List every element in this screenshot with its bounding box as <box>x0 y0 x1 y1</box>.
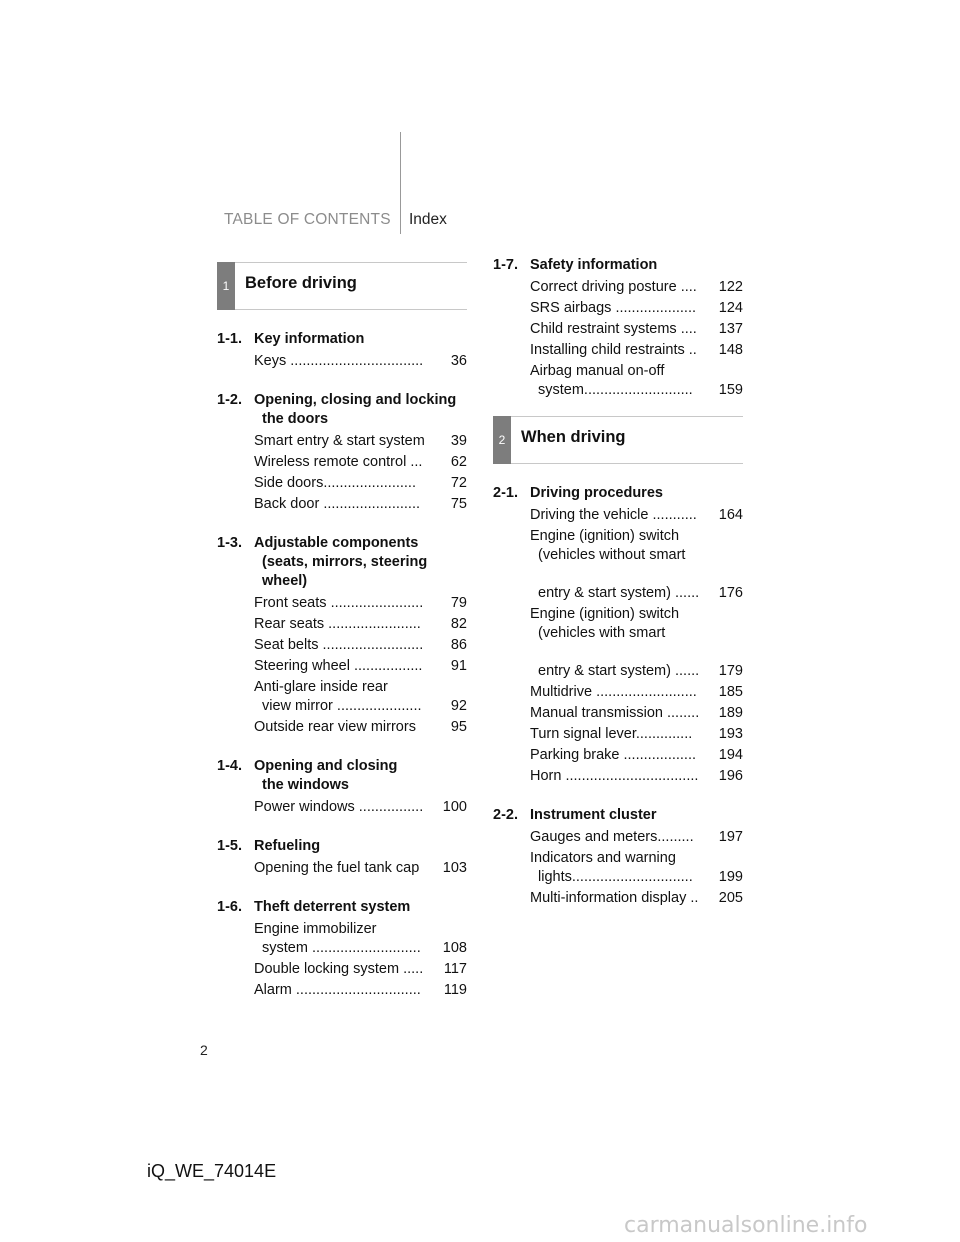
dot-leader: .... <box>680 321 697 337</box>
toc-entry[interactable] <box>217 615 467 634</box>
entry-page-number: 86 <box>450 637 467 653</box>
toc-entry[interactable] <box>493 725 743 744</box>
toc-column-right <box>493 256 743 908</box>
entry-title <box>530 299 715 318</box>
section-number-tab: 2 <box>493 416 511 464</box>
entry-page-number: 39 <box>450 433 467 449</box>
entry-title-line: SRS airbags <box>530 300 616 316</box>
toc-entry[interactable] <box>493 278 743 297</box>
toc-column-left <box>217 262 467 1000</box>
group-title-line: Theft deterrent system <box>254 899 411 915</box>
entry-title-line: Indicators and warning <box>530 850 676 866</box>
entry-page-number: 119 <box>443 982 467 998</box>
dot-leader: ........................... <box>583 382 693 398</box>
toc-entry[interactable] <box>217 432 467 451</box>
toc-entry[interactable] <box>217 453 467 472</box>
dot-leader: ........................... <box>311 940 421 956</box>
group-number: 1-2. <box>217 392 242 408</box>
toc-entry[interactable] <box>217 474 467 493</box>
entry-title-line: entry & start system) <box>538 663 675 679</box>
entry-title <box>254 981 439 1000</box>
dot-leader: ......................... <box>596 684 697 700</box>
dot-leader: ....................... <box>330 595 424 611</box>
entry-title-line: Back door <box>254 496 324 512</box>
table-of-contents-link[interactable]: TABLE OF CONTENTS <box>224 211 391 228</box>
group-title-line: the doors <box>262 411 329 427</box>
entry-title <box>254 453 439 472</box>
entry-title <box>530 849 715 887</box>
entry-title <box>530 506 715 525</box>
dot-leader: ................................. <box>290 353 424 369</box>
group-title-line: Opening and closing <box>254 758 398 774</box>
entry-page-number: 82 <box>450 616 467 632</box>
group-title <box>530 806 743 825</box>
toc-entry[interactable] <box>217 678 467 716</box>
dot-leader: ........... <box>652 507 697 523</box>
group-heading[interactable] <box>493 484 743 503</box>
dot-leader: ................ <box>358 799 424 815</box>
entry-page-number: 103 <box>442 860 467 876</box>
entry-title <box>530 527 715 603</box>
toc-entry[interactable] <box>217 859 467 878</box>
entry-title-line: system <box>262 940 312 956</box>
toc-group <box>493 484 743 786</box>
dot-leader: .... <box>680 279 697 295</box>
entry-title <box>254 352 439 371</box>
entry-title-line: Side doors <box>254 475 324 491</box>
entry-page-number: 193 <box>718 726 743 742</box>
group-heading[interactable] <box>217 391 467 429</box>
entry-page-number: 197 <box>718 829 743 845</box>
entry-title <box>530 683 715 702</box>
entry-title <box>254 960 439 979</box>
toc-entry[interactable] <box>493 746 743 765</box>
entry-title-line: entry & start system) <box>538 585 675 601</box>
header-divider <box>400 132 401 234</box>
entry-page-number: 124 <box>718 300 743 316</box>
toc-entry[interactable] <box>217 798 467 817</box>
entry-title-line: lights <box>538 869 572 885</box>
entry-title-line: Engine (ignition) switch <box>530 528 680 544</box>
toc-group <box>217 534 467 737</box>
entry-title-line: Multi-information display <box>530 890 691 906</box>
entry-title <box>254 432 439 451</box>
entry-title <box>530 767 715 786</box>
dot-leader: .................. <box>623 747 697 763</box>
toc-entry[interactable] <box>493 506 743 525</box>
toc-entry[interactable] <box>217 594 467 613</box>
dot-leader: ...... <box>674 585 700 601</box>
toc-entry[interactable] <box>217 981 467 1000</box>
page-number: 2 <box>200 1042 208 1058</box>
group-title <box>254 330 467 349</box>
entry-page-number: 95 <box>450 719 467 735</box>
group-number: 1-3. <box>217 535 242 551</box>
group-number: 1-6. <box>217 899 242 915</box>
entry-page-number: 199 <box>718 869 743 885</box>
group-title-line: Refueling <box>254 838 321 854</box>
toc-group <box>217 837 467 878</box>
entry-title <box>254 859 439 878</box>
toc-entry[interactable] <box>493 683 743 702</box>
toc-entry[interactable] <box>217 495 467 514</box>
section-number-tab: 1 <box>217 262 235 310</box>
dot-leader: ... <box>410 454 423 470</box>
entry-title <box>254 474 439 493</box>
toc-group <box>217 898 467 1000</box>
entry-title-line: Smart entry & start system <box>254 433 425 449</box>
toc-group <box>217 757 467 817</box>
entry-title <box>254 920 439 958</box>
dot-leader: ......................... <box>322 637 424 653</box>
group-heading[interactable] <box>217 898 467 917</box>
entry-page-number: 164 <box>718 507 743 523</box>
group-title-line: Safety information <box>530 257 658 273</box>
entry-title-line: Power windows <box>254 799 359 815</box>
entry-title-line: Anti-glare inside rear <box>254 679 388 695</box>
entry-title <box>254 594 439 613</box>
entry-title-line: Horn <box>530 768 566 784</box>
entry-title <box>530 341 715 360</box>
entry-title <box>530 889 715 908</box>
entry-title-line: Rear seats <box>254 616 329 632</box>
entry-title <box>530 725 715 744</box>
toc-entry[interactable] <box>493 605 743 681</box>
dot-leader: ....................... <box>323 475 416 491</box>
toc-entry[interactable] <box>493 527 743 603</box>
entry-title-line: Opening the fuel tank cap <box>254 860 420 876</box>
section-header-before-driving[interactable] <box>217 262 467 310</box>
entry-title <box>530 320 715 339</box>
toc-group <box>217 330 467 371</box>
entry-page-number: 176 <box>718 585 743 601</box>
entry-page-number: 148 <box>718 342 743 358</box>
entry-title-line: Wireless remote control <box>254 454 411 470</box>
group-number: 1-7. <box>493 257 518 273</box>
group-heading[interactable] <box>217 757 467 795</box>
entry-title-line: Seat belts <box>254 637 323 653</box>
entry-title-line: Gauges and meters <box>530 829 658 845</box>
entry-title-line: Multidrive <box>530 684 597 700</box>
entry-title <box>530 704 715 723</box>
toc-entry[interactable] <box>493 362 743 400</box>
dot-leader: .. <box>688 342 697 358</box>
dot-leader: ...... <box>674 663 700 679</box>
group-number: 2-2. <box>493 807 518 823</box>
toc-group <box>493 256 743 400</box>
entry-page-number: 75 <box>450 496 467 512</box>
toc-entry[interactable] <box>217 636 467 655</box>
entry-page-number: 159 <box>718 382 743 398</box>
toc-group <box>217 391 467 514</box>
group-title <box>254 757 467 795</box>
entry-title <box>530 746 715 765</box>
dot-leader: ..... <box>403 961 424 977</box>
dot-leader: ............................... <box>295 982 421 998</box>
toc-entry[interactable] <box>217 960 467 979</box>
entry-page-number: 137 <box>718 321 743 337</box>
group-title-line: the windows <box>262 777 349 793</box>
group-title <box>254 534 467 591</box>
entry-title <box>254 495 439 514</box>
entry-title <box>254 615 439 634</box>
toc-entry[interactable] <box>493 889 743 908</box>
group-heading[interactable] <box>493 806 743 825</box>
dot-leader: .............. <box>635 726 693 742</box>
entry-page-number: 196 <box>718 768 743 784</box>
group-heading[interactable] <box>217 837 467 856</box>
dot-leader: ......... <box>657 829 694 845</box>
entry-page-number: 117 <box>443 961 467 977</box>
group-title <box>254 837 467 856</box>
toc-entry[interactable] <box>493 849 743 887</box>
group-title-line: (seats, mirrors, steering <box>262 554 428 570</box>
entry-page-number: 72 <box>450 475 467 491</box>
entry-title-line: Engine immobilizer <box>254 921 377 937</box>
entry-page-number: 179 <box>718 663 743 679</box>
entry-title <box>530 278 715 297</box>
section-header-when-driving[interactable] <box>493 416 743 464</box>
group-number: 1-4. <box>217 758 242 774</box>
entry-title-line: Outside rear view mirrors <box>254 719 416 735</box>
entry-title-line: Airbag manual on-off <box>530 363 665 379</box>
dot-leader: .. <box>690 890 699 906</box>
toc-entry[interactable] <box>493 704 743 723</box>
index-link[interactable]: Index <box>409 211 447 228</box>
watermark: carmanualsonline.info <box>624 1213 868 1238</box>
group-title-line: Driving procedures <box>530 485 663 501</box>
entry-page-number: 92 <box>450 698 467 714</box>
entry-title-line: Manual transmission <box>530 705 667 721</box>
entry-page-number: 194 <box>718 747 743 763</box>
group-title <box>530 256 743 275</box>
toc-group <box>493 806 743 908</box>
section-title: Before driving <box>245 274 357 292</box>
entry-title <box>254 678 439 716</box>
entry-title-line: Child restraint systems <box>530 321 681 337</box>
entry-page-number: 79 <box>450 595 467 611</box>
toc-entry[interactable] <box>493 767 743 786</box>
entry-page-number: 62 <box>450 454 467 470</box>
toc-entry[interactable] <box>493 341 743 360</box>
section-title: When driving <box>521 428 626 446</box>
group-title <box>530 484 743 503</box>
entry-page-number: 108 <box>442 940 467 956</box>
entry-page-number: 36 <box>450 353 467 369</box>
entry-title-line: (vehicles with smart <box>538 625 666 641</box>
toc-entry[interactable] <box>217 920 467 958</box>
entry-title-line: (vehicles without smart <box>538 547 686 563</box>
toc-entry[interactable] <box>217 718 467 737</box>
entry-title <box>254 636 439 655</box>
group-title-line: wheel) <box>262 573 308 589</box>
dot-leader: ........................ <box>323 496 421 512</box>
entry-title-line: Engine (ignition) switch <box>530 606 680 622</box>
group-number: 2-1. <box>493 485 518 501</box>
group-number: 1-1. <box>217 331 242 347</box>
entry-title-line: view mirror <box>262 698 337 714</box>
entry-title <box>254 798 439 817</box>
toc-entry[interactable] <box>493 299 743 318</box>
entry-title-line: Double locking system <box>254 961 404 977</box>
group-title-line: Key information <box>254 331 365 347</box>
group-title-line: Opening, closing and locking <box>254 392 457 408</box>
group-title-line: Instrument cluster <box>530 807 657 823</box>
entry-title-line: system <box>538 382 584 398</box>
dot-leader: ..................... <box>336 698 422 714</box>
toc-entry[interactable] <box>493 828 743 847</box>
entry-page-number: 91 <box>450 658 467 674</box>
dot-leader: ....................... <box>328 616 421 632</box>
entry-title-line: Driving the vehicle <box>530 507 653 523</box>
dot-leader: ................................. <box>565 768 699 784</box>
entry-title <box>254 657 439 676</box>
entry-title-line: Turn signal lever <box>530 726 636 742</box>
document-code: iQ_WE_74014E <box>147 1161 277 1181</box>
group-heading[interactable] <box>217 330 467 349</box>
group-title <box>254 898 467 917</box>
entry-title-line: Parking brake <box>530 747 624 763</box>
entry-title <box>530 362 715 400</box>
entry-title-line: Alarm <box>254 982 296 998</box>
dot-leader: ................. <box>353 658 423 674</box>
entry-page-number: 189 <box>718 705 743 721</box>
group-number: 1-5. <box>217 838 242 854</box>
entry-title <box>530 828 715 847</box>
group-title <box>254 391 467 429</box>
entry-page-number: 122 <box>718 279 743 295</box>
group-heading[interactable] <box>493 256 743 275</box>
group-title-line: Adjustable components <box>254 535 419 551</box>
entry-title-line: Correct driving posture <box>530 279 681 295</box>
entry-page-number: 100 <box>442 799 467 815</box>
entry-title-line: Keys <box>254 353 291 369</box>
toc-entry[interactable] <box>217 352 467 371</box>
entry-title-line: Installing child restraints <box>530 342 689 358</box>
toc-entry[interactable] <box>493 320 743 339</box>
dot-leader: ........ <box>667 705 700 721</box>
entry-title <box>530 605 715 681</box>
entry-title-line: Front seats <box>254 595 331 611</box>
entry-page-number: 185 <box>718 684 743 700</box>
entry-page-number: 205 <box>718 890 743 906</box>
entry-title-line: Steering wheel <box>254 658 354 674</box>
dot-leader: .................... <box>615 300 697 316</box>
dot-leader: .............................. <box>571 869 693 885</box>
group-heading[interactable] <box>217 534 467 591</box>
entry-title <box>254 718 439 737</box>
toc-entry[interactable] <box>217 657 467 676</box>
